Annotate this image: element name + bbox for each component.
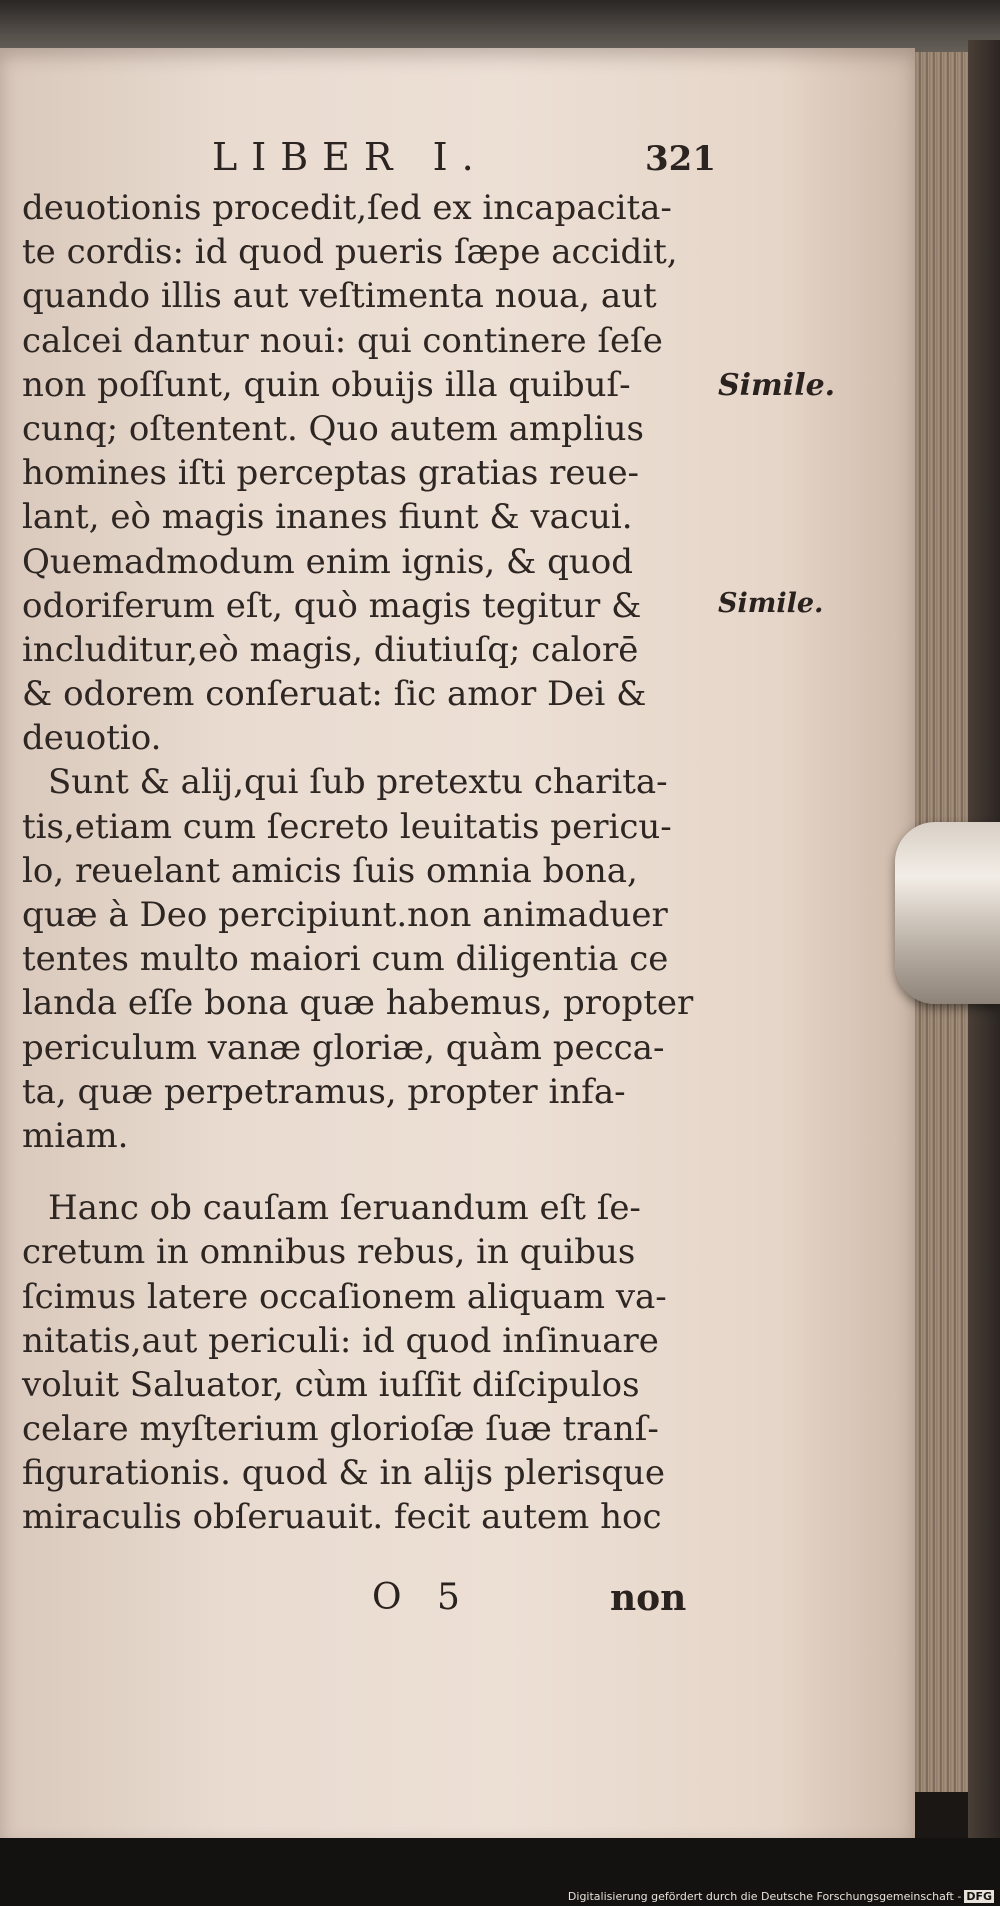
text-line: quando illis aut veſtimenta noua, aut — [22, 276, 657, 317]
catchword: non — [610, 1577, 687, 1619]
paragraph-start-line: Hanc ob cauſam ſeruandum eſt ſe- — [48, 1188, 641, 1229]
text-line: miam. — [22, 1115, 129, 1156]
text-line: periculum vanæ gloriæ, quàm pecca- — [22, 1027, 665, 1068]
text-line: ta, quæ perpetramus, propter infa- — [22, 1071, 626, 1112]
page-header — [0, 135, 915, 185]
text-line: nitatis,aut periculi: id quod inſinuare — [22, 1320, 659, 1361]
text-line: deuotionis procedit,ſed ex incapacita- — [22, 188, 672, 228]
text-line: non poſſunt, quin obuijs illa quibuſ- — [22, 364, 631, 405]
text-line: tentes multo maiori cum diligentia ce — [22, 939, 669, 980]
margin-note-simile: Simile. — [718, 368, 836, 403]
text-line: cunq; oſtentent. Quo autem amplius — [22, 408, 644, 449]
text-line: homines iſti perceptas gratias reue- — [22, 453, 640, 494]
book-clasp — [895, 822, 1000, 1004]
margin-note-simile: Simile. — [718, 588, 824, 619]
text-line: calcei dantur noui: qui continere ſeſe — [22, 320, 663, 361]
text-line: voluit Saluator, cùm iuſſit diſcipulos — [22, 1364, 640, 1405]
body-text — [22, 186, 712, 1540]
paragraph-start-line: Sunt & alij,qui ſub pretextu charita- — [48, 762, 668, 803]
text-line: te cordis: id quod pueris ſæpe accidit, — [22, 232, 678, 273]
text-line: & odorem conſeruat: ſic amor Dei & — [22, 674, 647, 715]
text-line: landa eſſe bona quæ habemus, propter — [22, 983, 694, 1024]
paragraph-gap — [22, 1158, 712, 1186]
text-line: miraculis obſeruauit. fecit autem hoc — [22, 1497, 662, 1538]
digitization-credit — [568, 1890, 994, 1903]
text-line: deuotio. — [22, 718, 162, 759]
credit-text: Digitalisierung gefördert durch die Deutsche Forschungsgemeinschaft - — [567, 1890, 962, 1903]
text-line: cretum in omnibus rebus, in quibus — [22, 1232, 636, 1273]
text-line: ſcimus latere occaſionem aliquam va- — [22, 1276, 667, 1317]
page-number: 321 — [645, 139, 716, 179]
signature-mark: O 5 — [372, 1577, 472, 1618]
page-footer — [0, 1577, 915, 1621]
running-title: LIBER I. — [212, 135, 488, 179]
text-line: lant, eò magis inanes fiunt & vacui. — [22, 497, 633, 538]
text-line: Quemadmodum enim ignis, & quod — [22, 541, 633, 582]
text-line: tis,etiam cum ſecreto leuitatis pericu- — [22, 806, 672, 847]
text-line: quæ à Deo percipiunt.non animaduer — [22, 895, 668, 935]
text-line: odoriferum eſt, quò magis tegitur & — [22, 585, 642, 626]
text-line: includitur,eò magis, diutiuſq; calorē — [22, 629, 639, 670]
text-line: lo, reuelant amicis ſuis omnia bona, — [22, 850, 638, 891]
text-line: figurationis. quod & in alijs plerisque — [22, 1453, 665, 1494]
dfg-logo: DFG — [966, 1890, 992, 1903]
text-line: celare myſterium glorioſæ ſuæ tranſ- — [22, 1409, 659, 1450]
